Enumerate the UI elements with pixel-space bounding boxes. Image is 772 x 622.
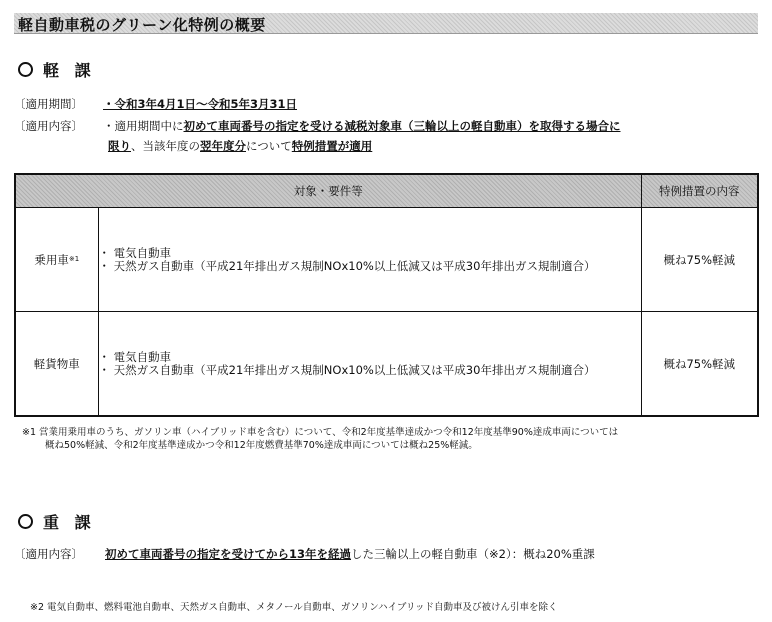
circle-icon xyxy=(18,62,33,77)
content-text-1a: ・適用期間中に xyxy=(103,119,184,133)
circle-icon xyxy=(18,514,33,529)
content-text-2b: 、当該年度の xyxy=(131,139,200,153)
category-label: 乗用車 xyxy=(34,252,69,267)
section-juka-label: 重 課 xyxy=(43,513,96,532)
content-text-2d: について xyxy=(246,139,292,153)
period-row xyxy=(0,96,772,112)
header-target: 対象・要件等 xyxy=(15,174,641,208)
category-note: ※1 xyxy=(68,254,80,263)
content-row-2 xyxy=(108,138,372,154)
measure-cell: 概ね75%軽減 xyxy=(641,208,758,312)
table-row xyxy=(15,312,758,416)
requirement-item: ・ 電気自動車 xyxy=(98,245,172,260)
section-keika-heading xyxy=(18,58,96,81)
requirement-item: ・ 電気自動車 xyxy=(98,349,172,364)
footnote-2: ※2 電気自動車、燃料電池自動車、天然ガス自動車、メタノール自動車、ガソリンハイブリッド自動車及び被けん引車を除く xyxy=(30,602,558,613)
content-text-2e: 特例措置が適用 xyxy=(291,139,373,153)
content-text-1b: 初めて車両番号の指定を受ける減税対象車（三輪以上の軽自動車）を取得する場合に xyxy=(183,119,621,133)
content-label: 〔適用内容〕 xyxy=(14,119,83,133)
section-keika-label: 軽 課 xyxy=(43,61,96,80)
table-row xyxy=(15,208,758,312)
green-tax-table xyxy=(14,173,759,417)
period-value: ・令和3年4月1日～令和5年3月31日 xyxy=(103,97,298,111)
juka-content-label: 〔適用内容〕 xyxy=(14,547,83,561)
content-row-1 xyxy=(0,118,772,134)
category-label: 軽貨物車 xyxy=(33,356,80,371)
requirement-item: ・ 天然ガス自動車（平成21年排出ガス規制NOx10%以上低減又は平成30年排出ガス規制適合） xyxy=(98,258,596,273)
requirement-item: ・ 天然ガス自動車（平成21年排出ガス規制NOx10%以上低減又は平成30年排出ガス規制適合） xyxy=(98,362,596,377)
footnote-1-line-1: ※1 営業用乗用車のうち、ガソリン車（ハイブリッド車を含む）について、令和2年度基準達成かつ令和12年度基準90%達成車両については xyxy=(22,427,619,438)
requirements-cell xyxy=(98,208,641,312)
table-header-row xyxy=(15,174,758,208)
footnote-1-line-2: 概ね50%軽減、令和2年度基準達成かつ令和12年度燃費基準70%達成車両については概ね25%軽減。 xyxy=(45,440,478,451)
title-bar xyxy=(14,13,758,34)
juka-content-b: した三輪以上の軽自動車（※2）：概ね20%重課 xyxy=(351,547,595,561)
section-juka-heading xyxy=(18,510,96,533)
category-cell xyxy=(15,208,98,312)
period-label: 〔適用期間〕 xyxy=(14,97,83,111)
measure-cell: 概ね75%軽減 xyxy=(641,312,758,416)
juka-content-a: 初めて車両番号の指定を受けてから13年を経過 xyxy=(105,547,352,561)
content-text-2c: 翌年度分 xyxy=(200,139,246,153)
requirements-cell xyxy=(98,312,641,416)
content-text-2a: 限り xyxy=(108,139,131,153)
juka-content-row xyxy=(0,546,772,562)
page-title: 軽自動車税のグリーン化特例の概要 xyxy=(18,16,266,34)
category-cell xyxy=(15,312,98,416)
header-measure: 特例措置の内容 xyxy=(641,174,758,208)
